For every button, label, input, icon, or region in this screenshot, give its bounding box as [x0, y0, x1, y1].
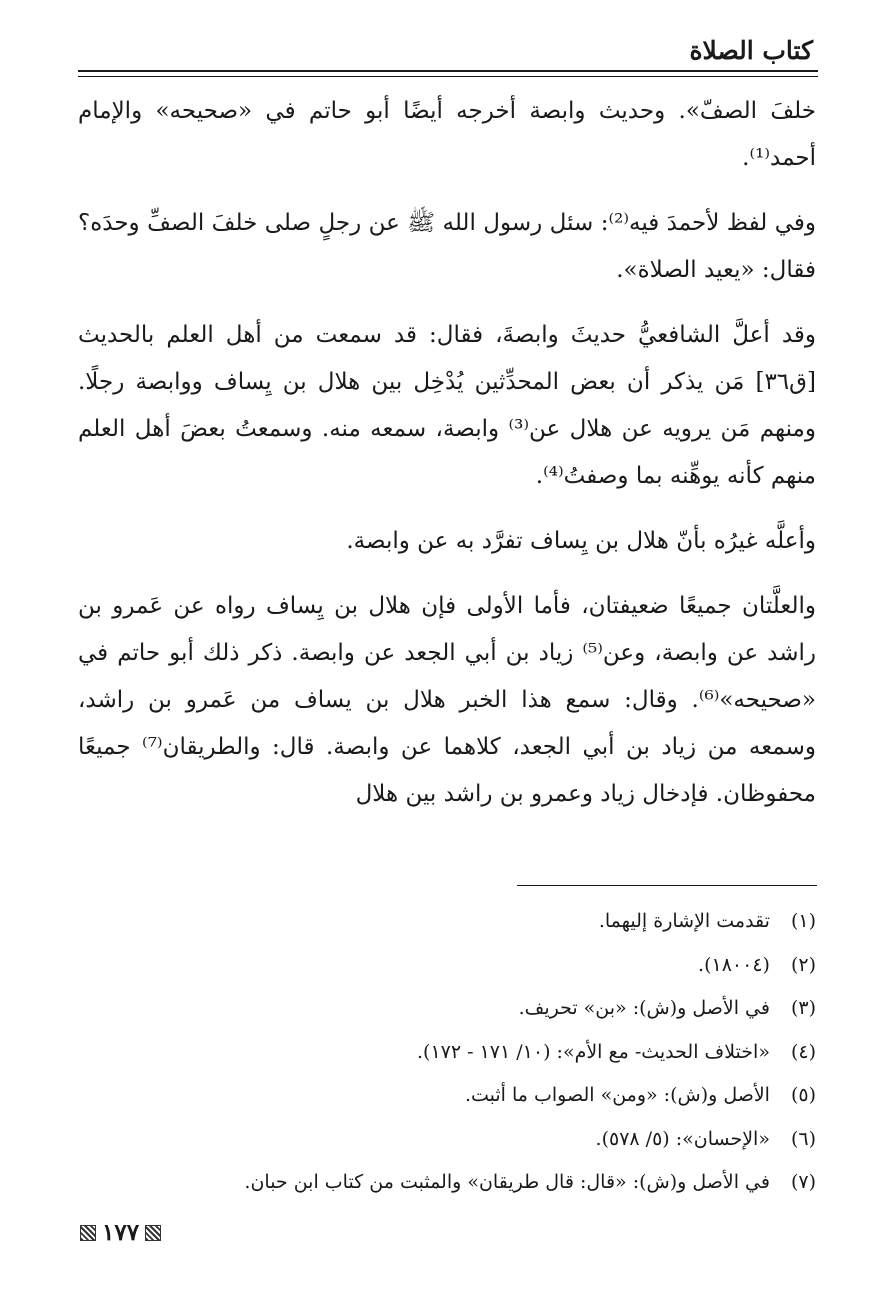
footnote — [78, 987, 816, 1031]
paragraph-4: وأعلَّه غيرُه بأنّ هلال بن يِساف تفرَّد به عن وابصة. — [346, 528, 816, 554]
footnote-number: (٢) — [790, 953, 816, 976]
paragraph-1: خلفَ الصفّ». وحديث وابصة أخرجه أيضًا أبو حاتم في «صحيحه» والإمام أحمد⁽¹⁾. — [78, 98, 816, 171]
footnote-text: في الأصل و(ش): «بن» تحريف. — [518, 997, 770, 1019]
footnote-text: «الإحسان»: (٥/ ٥٧٨). — [595, 1127, 770, 1150]
footnote-number: (١) — [790, 910, 816, 932]
footnote — [78, 944, 816, 988]
footnote-number: (٧) — [790, 1171, 816, 1193]
footnote-number: (٥) — [790, 1084, 816, 1106]
footnote-text: تقدمت الإشارة إليهما. — [598, 910, 770, 932]
page-number — [80, 1219, 161, 1246]
paragraph-5: والعلَّتان جميعًا ضعيفتان، فأما الأولى فإن هلال بن يِساف رواه عن عَمرو بن راشد عن وابصة، وعن⁽⁵⁾ زياد بن أبي الجعد عن وابصة. ذكر ذلك أبو حاتم في «صحيحه»⁽⁶⁾. وقال: سمع هذا الخبر هلال بن يساف من عَمرو بن راشد، وسمعه من زياد بن أبي الجعد، كلاهما عن وابصة. قال: والطريقان⁽⁷⁾ جميعًا محفوظان. فإدخال زياد وعمرو بن راشد بين هلال — [78, 593, 816, 807]
footnote-number: (٤) — [790, 1040, 816, 1063]
footnote-number: (٦) — [790, 1127, 816, 1150]
footnotes — [78, 900, 816, 1205]
footnote-text: (١٨٠٠٤). — [698, 953, 770, 976]
paragraph-3: وقد أعلَّ الشافعيُّ حديثَ وابصةَ، فقال: قد سمعت من أهل العلم بالحديث [ق٣٦] مَن يذكر أن بعض المحدِّثين يُدْخِل بين هلال بن يِساف ووابصة رجلًا. ومنهم مَن يرويه عن هلال عن⁽³⁾ وابصة، سمعه منه. وسمعتُ بعضَ أهل العلم منهم كأنه يوهِّنه بما وصفتُ⁽⁴⁾. — [78, 322, 816, 489]
footnote-number: (٣) — [790, 997, 816, 1019]
main-text — [78, 88, 816, 818]
footnote — [78, 1074, 816, 1118]
paragraph-2: وفي لفظ لأحمدَ فيه⁽²⁾: سئل رسول الله ﷺ عن رجلٍ صلى خلفَ الصفِّ وحدَه؟ فقال: «يعيد الصلاة». — [78, 210, 816, 283]
footnote — [78, 1118, 816, 1162]
footnote-text: في الأصل و(ش): «قال: قال طريقان» والمثبت من كتاب ابن حبان. — [244, 1171, 770, 1193]
footnote-text: «اختلاف الحديث- مع الأم»: (١٠/ ١٧١ - ١٧٢). — [417, 1040, 770, 1063]
footnote — [78, 900, 816, 944]
footnote-text: الأصل و(ش): «ومن» الصواب ما أثبت. — [464, 1084, 770, 1106]
footnote — [78, 1031, 816, 1075]
running-header-title: كتاب الصلاة — [689, 36, 813, 65]
header-rule-thin — [78, 76, 818, 77]
footnote — [78, 1161, 816, 1205]
ornament-icon — [145, 1225, 161, 1241]
ornament-icon — [80, 1225, 96, 1241]
footnote-separator — [517, 885, 817, 886]
page-number-value: ١٧٧ — [102, 1219, 140, 1246]
header-rule-thick — [78, 70, 818, 72]
